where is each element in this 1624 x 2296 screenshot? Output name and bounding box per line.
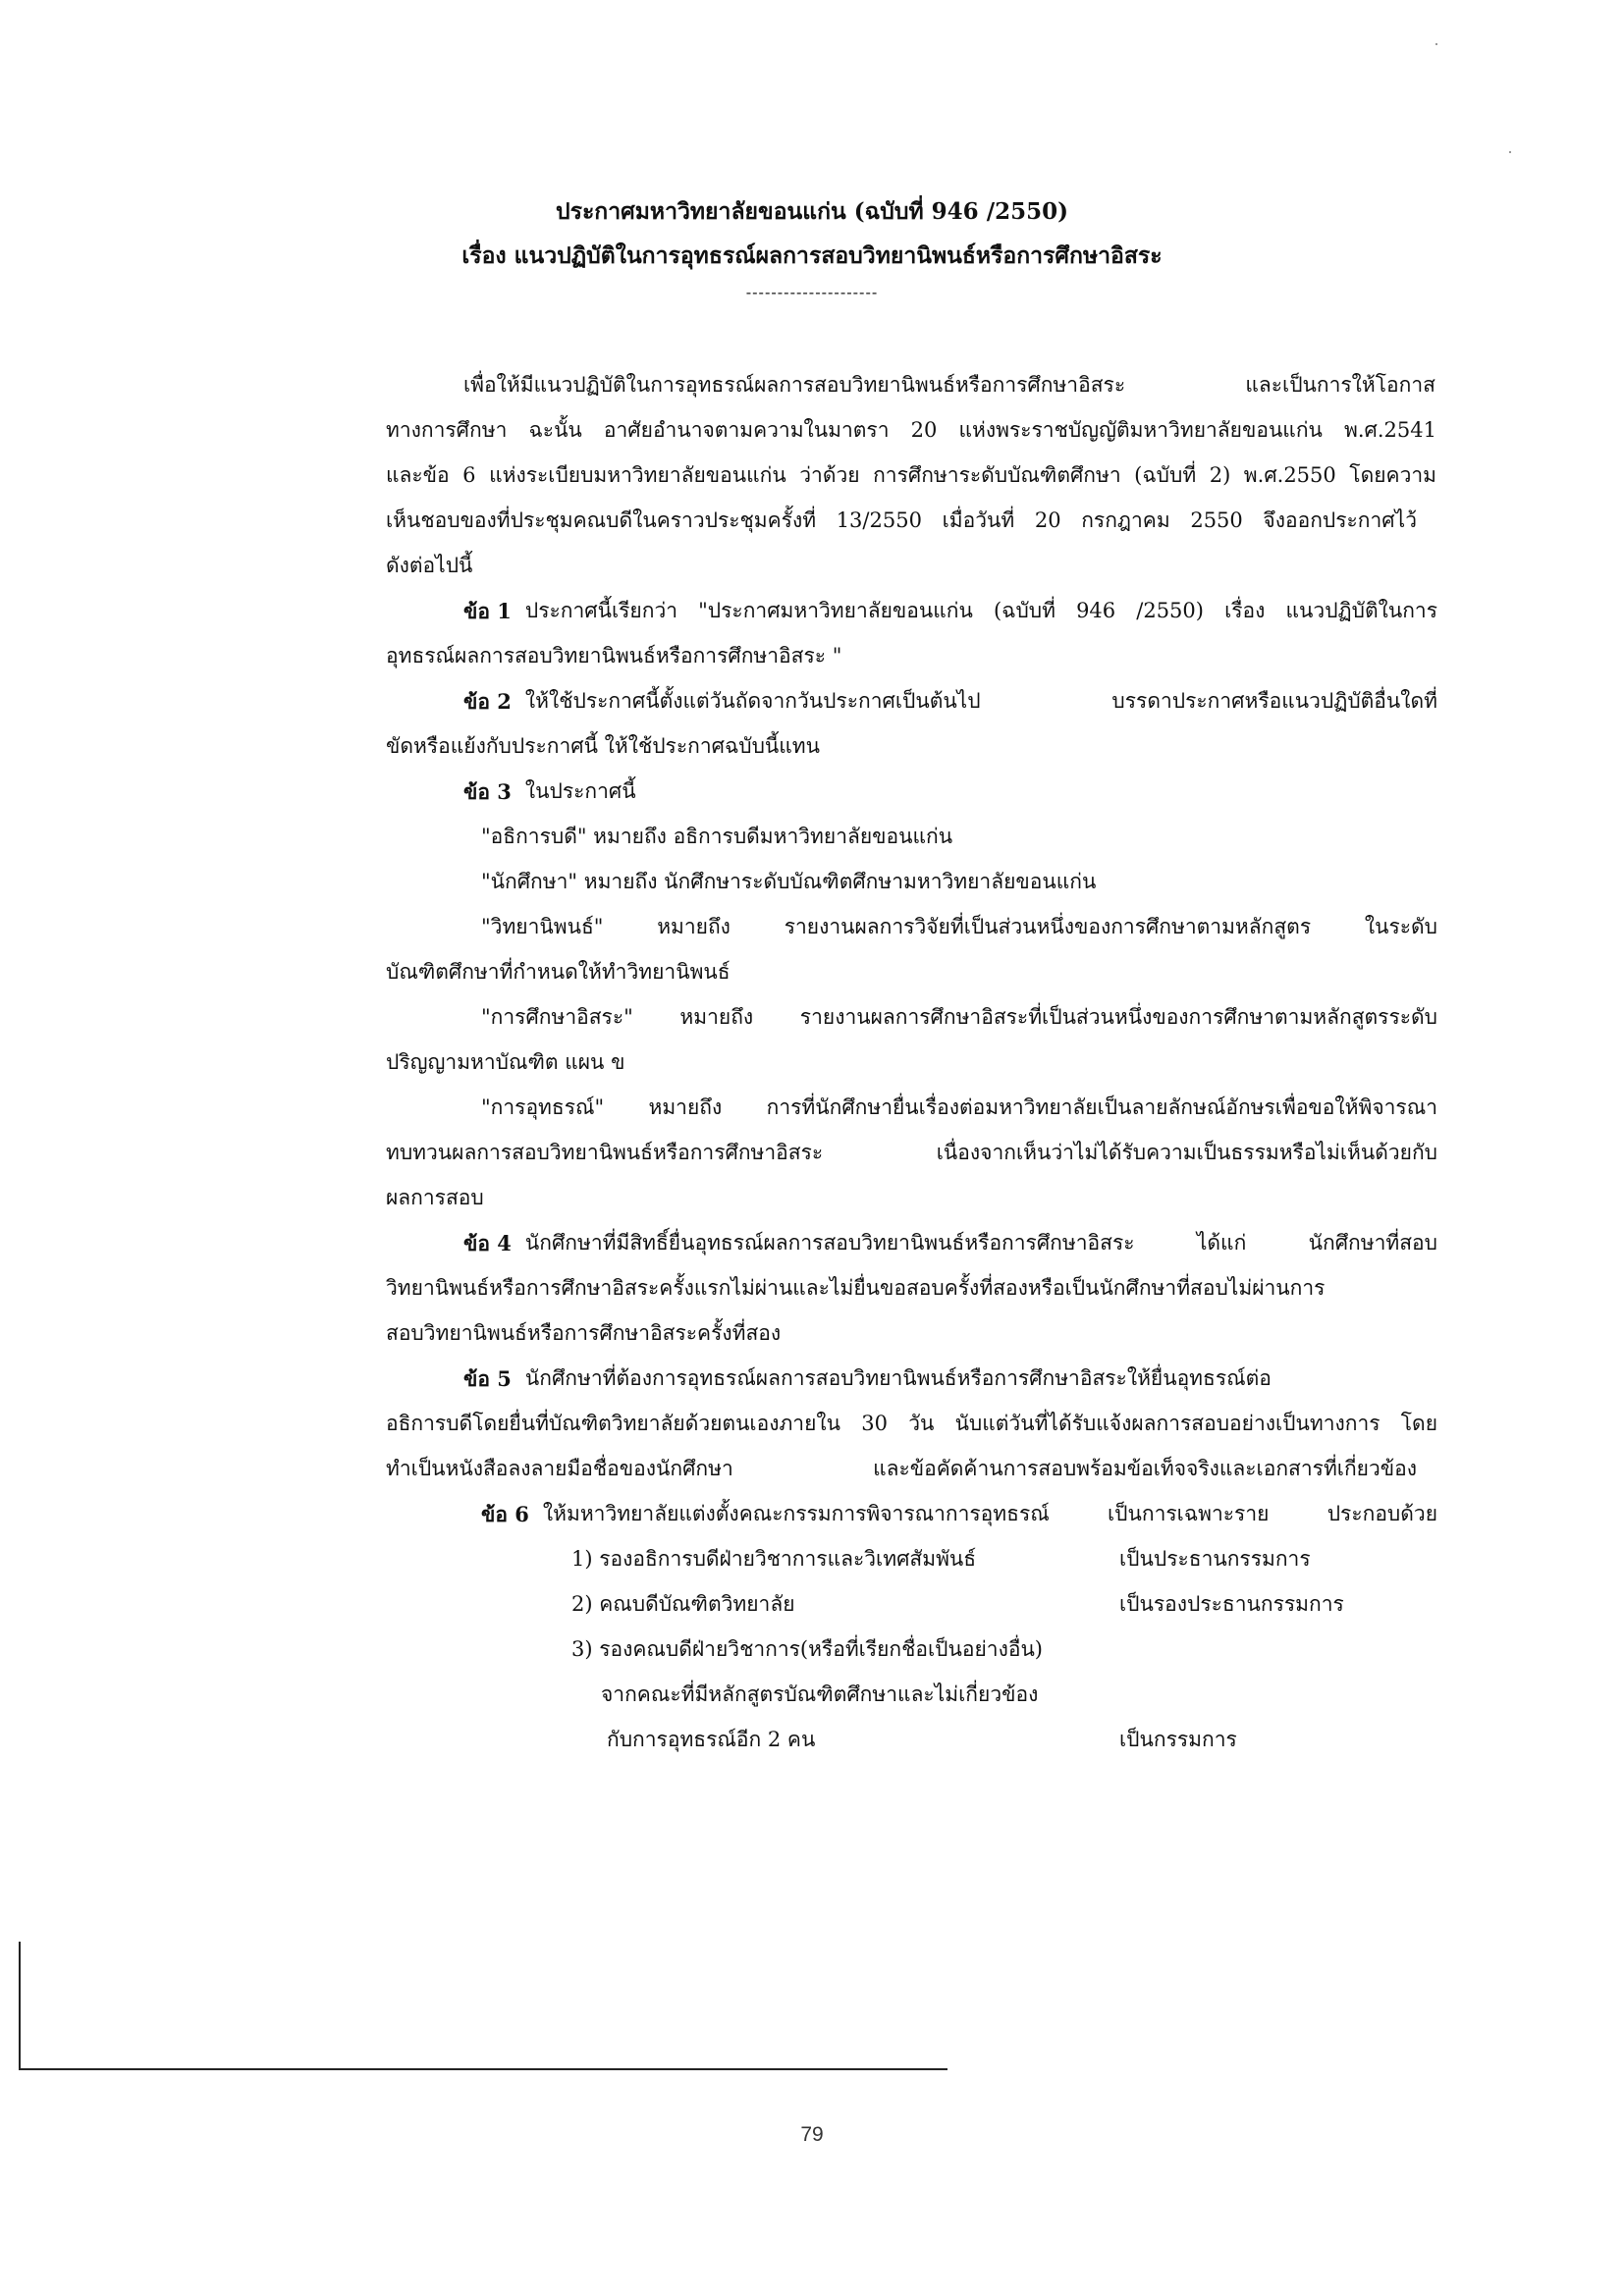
clause-3 [463, 781, 636, 802]
committee-role: เป็นรองประธานกรรมการ [1119, 1592, 1344, 1616]
clause-text: ขัดหรือแย้งกับประกาศนี้ ให้ใช้ประกาศฉบับนี้แทน [386, 734, 821, 758]
clause-text: ทำเป็นหนังสือลงลายมือชื่อของนักศึกษา และข้อคัดค้านการสอบพร้อมข้อเท็จจริงและเอกสารที่เกี่ยวข้อง [386, 1457, 1417, 1480]
footnote-rule [19, 2068, 947, 2070]
announcement-subject: เรื่อง แนวปฏิบัติในการอุทธรณ์ผลการสอบวิทยานิพนธ์หรือการศึกษาอิสระ [461, 242, 1163, 269]
clause-text: วิทยานิพนธ์หรือการศึกษาอิสระครั้งแรกไม่ผ่านและไม่ยื่นขอสอบครั้งที่สองหรือเป็นนักศึกษาที่สอบไม่ผ่านการ [386, 1276, 1326, 1300]
scan-border-vertical [19, 1942, 21, 2069]
preamble-line: เห็นชอบของที่ประชุมคณบดีในคราวประชุมครั้งที่ 13/2550 เมื่อวันที่ 20 กรกฎาคม 2550 จึงออกประกาศไว้ [386, 508, 1417, 532]
clause-number: ข้อ 3 [463, 779, 512, 804]
page-number: 79 [800, 2123, 824, 2146]
committee-member: 3) รองคณบดีฝ่ายวิชาการ(หรือที่เรียกชื่อเป็นอย่างอื่น) [571, 1637, 1043, 1661]
preamble-line: ดังต่อไปนี้ [386, 554, 473, 577]
committee-member: 2) คณบดีบัณฑิตวิทยาลัย [571, 1592, 795, 1616]
clause-text: ให้ใช้ประกาศนี้ตั้งแต่วันถัดจากวันประกาศเป็นต้นไป บรรดาประกาศหรือแนวปฏิบัติอื่นใดที่ [524, 689, 1437, 713]
clause-text: นักศึกษาที่มีสิทธิ์ยื่นอุทธรณ์ผลการสอบวิทยานิพนธ์หรือการศึกษาอิสระ ได้แก่ นักศึกษาที่สอบ [524, 1231, 1437, 1255]
committee-member: จากคณะที่มีหลักสูตรบัณฑิตศึกษาและไม่เกี่ยวข้อง [601, 1682, 1039, 1706]
committee-role: เป็นกรรมการ [1119, 1728, 1237, 1751]
clause-text: นักศึกษาที่ต้องการอุทธรณ์ผลการสอบวิทยานิพนธ์หรือการศึกษาอิสระให้ยื่นอุทธรณ์ต่อ [524, 1366, 1272, 1390]
definition-independent-study: ปริญญามหาบัณฑิต แผน ข [386, 1050, 625, 1074]
clause-6 [481, 1504, 1437, 1524]
definition-president: "อธิการบดี" หมายถึง อธิการบดีมหาวิทยาลัยขอนแก่น [481, 825, 953, 848]
clause-number: ข้อ 5 [463, 1366, 512, 1391]
title-separator: --------------------- [745, 283, 879, 301]
definition-appeal: ผลการสอบ [386, 1186, 484, 1209]
committee-member: 1) รองอธิการบดีฝ่ายวิชาการและวิเทศสัมพันธ์ [571, 1547, 977, 1571]
clause-number: ข้อ 6 [481, 1502, 529, 1526]
clause-2 [463, 691, 1437, 712]
clause-4 [463, 1233, 1437, 1254]
clause-text: อธิการบดีโดยยื่นที่บัณฑิตวิทยาลัยด้วยตนเองภายใน 30 วัน นับแต่วันที่ได้รับแจ้งผลการสอบอย่างเป็นทางการ โดย [386, 1412, 1437, 1435]
clause-number: ข้อ 4 [463, 1231, 512, 1255]
preamble-line: เพื่อให้มีแนวปฏิบัติในการอุทธรณ์ผลการสอบวิทยานิพนธ์หรือการศึกษาอิสระ และเป็นการให้โอกาส [463, 373, 1435, 397]
announcement-title: ประกาศมหาวิทยาลัยขอนแก่น (ฉบับที่ 946 /2550) [556, 198, 1068, 225]
clause-text: ให้มหาวิทยาลัยแต่งตั้งคณะกรรมการพิจารณาการอุทธรณ์ เป็นการเฉพาะราย ประกอบด้วย [542, 1502, 1437, 1525]
clause-number: ข้อ 2 [463, 689, 512, 714]
definition-appeal: ทบทวนผลการสอบวิทยานิพนธ์หรือการศึกษาอิสระ เนื่องจากเห็นว่าไม่ได้รับความเป็นธรรมหรือไม่เห็นด้วยกับ [386, 1141, 1437, 1164]
committee-member: กับการอุทธรณ์อีก 2 คน [607, 1728, 816, 1751]
clause-text: ประกาศนี้เรียกว่า "ประกาศมหาวิทยาลัยขอนแก่น (ฉบับที่ 946 /2550) เรื่อง แนวปฏิบัติในการ [524, 599, 1437, 622]
preamble-line: ทางการศึกษา ฉะนั้น อาศัยอำนาจตามความในมาตรา 20 แห่งพระราชบัญญัติมหาวิทยาลัยขอนแก่น พ.ศ.2541 [386, 418, 1436, 442]
clause-text: สอบวิทยานิพนธ์หรือการศึกษาอิสระครั้งที่สอง [386, 1321, 782, 1345]
definition-independent-study: "การศึกษาอิสระ" หมายถึง รายงานผลการศึกษาอิสระที่เป็นส่วนหนึ่งของการศึกษาตามหลักสูตรระดับ [481, 1005, 1437, 1029]
definition-thesis: บัณฑิตศึกษาที่กำหนดให้ทำวิทยานิพนธ์ [386, 960, 731, 984]
preamble-line: และข้อ 6 แห่งระเบียบมหาวิทยาลัยขอนแก่น ว่าด้วย การศึกษาระดับบัณฑิตศึกษา (ฉบับที่ 2) พ.ศ.2550 โดยความ [386, 463, 1436, 487]
definition-thesis: "วิทยานิพนธ์" หมายถึง รายงานผลการวิจัยที่เป็นส่วนหนึ่งของการศึกษาตามหลักสูตร ในระดับ [481, 915, 1437, 938]
committee-role: เป็นประธานกรรมการ [1119, 1547, 1311, 1571]
clause-1 [463, 601, 1437, 621]
clause-text: อุทธรณ์ผลการสอบวิทยานิพนธ์หรือการศึกษาอิสระ " [386, 644, 842, 667]
clause-number: ข้อ 1 [463, 599, 512, 623]
clause-text: ในประกาศนี้ [524, 779, 636, 803]
scan-speck [1435, 43, 1437, 45]
definition-appeal: "การอุทธรณ์" หมายถึง การที่นักศึกษายื่นเรื่องต่อมหาวิทยาลัยเป็นลายลักษณ์อักษรเพื่อขอให้พิจารณา [481, 1095, 1437, 1119]
definition-student: "นักศึกษา" หมายถึง นักศึกษาระดับบัณฑิตศึกษามหาวิทยาลัยขอนแก่น [481, 870, 1097, 893]
clause-5 [463, 1368, 1437, 1389]
scan-speck [1509, 151, 1511, 153]
